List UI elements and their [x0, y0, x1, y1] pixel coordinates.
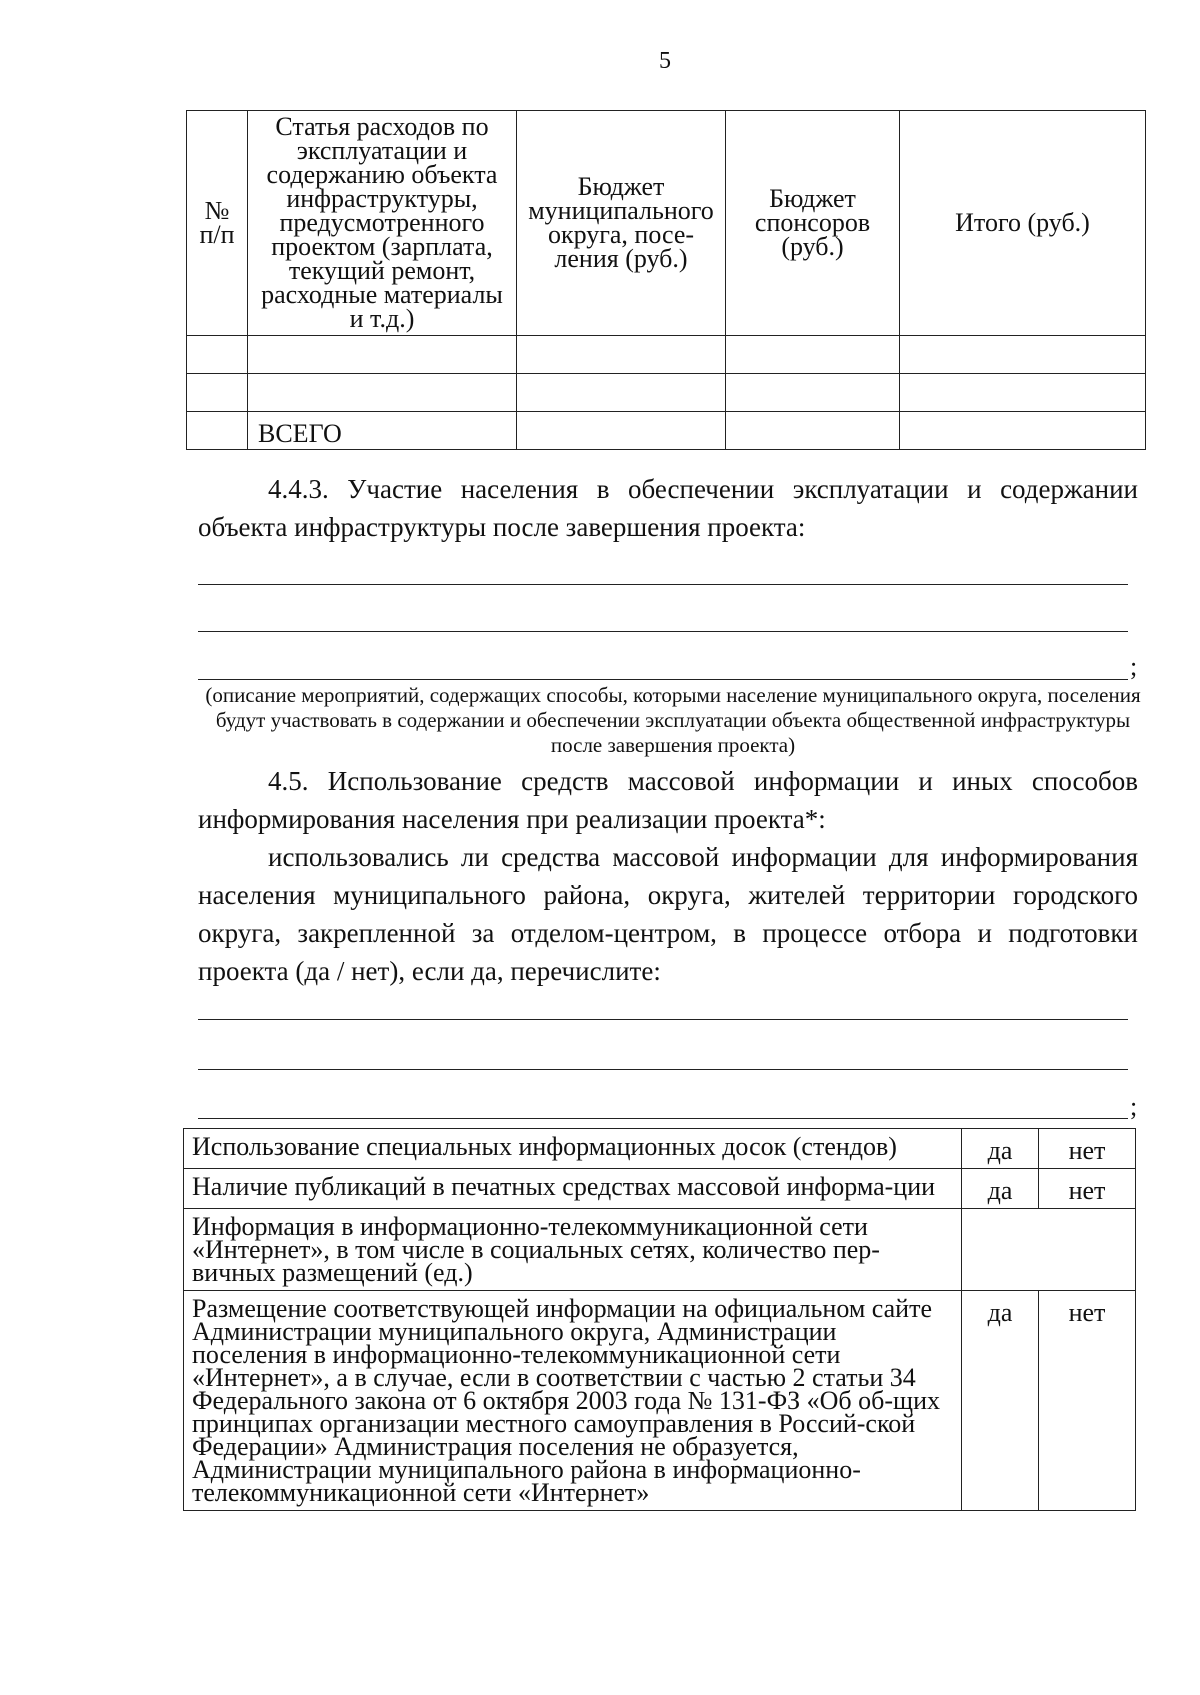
row-label: Наличие публикаций в печатных средствах массовой информа-ции — [184, 1169, 962, 1209]
no-option[interactable]: нет — [1039, 1129, 1136, 1169]
table-cell[interactable] — [726, 336, 900, 374]
table-cell — [187, 412, 248, 450]
row-label: Размещение соответствующей информации на официальном сайте Администрации муниципального округа, Администрации поселения в информационно-телекоммуникационной сети «Интернет», а в случае, если в соответствии с частью 2 статьи 34 Федерального закона от 6 октября 2003 года № 131-ФЗ «Об об-щих принципах организации местного самоуправления в Россий-ской Федерации» Администрация поселения не образуется, Администрации муниципального района в информационно-телекоммуникационной сети «Интернет» — [184, 1291, 962, 1511]
fill-line[interactable] — [198, 679, 1128, 680]
table-cell[interactable] — [900, 412, 1146, 450]
fill-line[interactable] — [198, 1019, 1128, 1020]
no-option[interactable]: нет — [1039, 1169, 1136, 1209]
costs-table — [186, 110, 1146, 450]
table-cell[interactable] — [900, 336, 1146, 374]
page-number: 5 — [659, 48, 671, 74]
info-table — [183, 1128, 1136, 1511]
header-sponsor-budget: Бюджет спонсоров (руб.) — [726, 111, 900, 336]
section-4-5-question-text: использовались ли средства массовой информации для информирования населения муниципального района, округа, жителей территории городского округа, закрепленной за отделом-центром, в процессе отбора и подготовки проекта (да / нет), если да, перечислите: — [198, 842, 1138, 986]
table-row — [184, 1209, 1136, 1291]
fill-line[interactable] — [198, 631, 1128, 632]
table-cell[interactable] — [900, 374, 1146, 412]
header-expense-item: Статья расходов по эксплуатации и содержанию объекта инфраструктуры, предусмотренного проектом (зарплата, текущий ремонт, расходные материалы и т.д.) — [248, 111, 517, 336]
no-option[interactable]: нет — [1039, 1291, 1136, 1511]
fill-line[interactable] — [198, 1069, 1128, 1070]
yes-option[interactable]: да — [962, 1129, 1039, 1169]
fill-line[interactable] — [198, 584, 1128, 585]
table-row — [187, 374, 1146, 412]
row-label: Использование специальных информационных досок (стендов) — [184, 1129, 962, 1169]
table-row — [184, 1291, 1136, 1511]
header-total: Итого (руб.) — [900, 111, 1146, 336]
section-4-4-3 — [198, 470, 1138, 546]
yes-option[interactable]: да — [962, 1291, 1039, 1511]
section-4-5 — [198, 762, 1138, 838]
table-row — [184, 1169, 1136, 1209]
table-cell[interactable] — [517, 412, 726, 450]
costs-table-header-row — [187, 111, 1146, 336]
row-label: Информация в информационно-телекоммуникационной сети «Интернет», в том числе в социальных сетях, количество пер-вичных размещений (ед.) — [184, 1209, 962, 1291]
table-cell[interactable] — [517, 336, 726, 374]
header-number: № п/п — [187, 111, 248, 336]
total-label: ВСЕГО — [248, 412, 517, 450]
table-cell[interactable] — [248, 374, 517, 412]
section-4-5-question — [198, 838, 1138, 990]
table-cell[interactable] — [726, 374, 900, 412]
count-field[interactable] — [962, 1209, 1136, 1291]
total-row — [187, 412, 1146, 450]
table-cell[interactable] — [187, 336, 248, 374]
yes-option[interactable]: да — [962, 1169, 1039, 1209]
section-4-5-text: 4.5. Использование средств массовой информации и иных способов информирования населения при реализации проекта*: — [198, 766, 1138, 834]
table-row — [187, 336, 1146, 374]
table-cell[interactable] — [517, 374, 726, 412]
table-row — [184, 1129, 1136, 1169]
header-municipal-budget: Бюджет муниципального округа, посе-ления (руб.) — [517, 111, 726, 336]
semicolon: ; — [1130, 652, 1138, 681]
section-4-4-3-text: 4.4.3. Участие населения в обеспечении эксплуатации и содержании объекта инфраструктуры после завершения проекта: — [198, 474, 1138, 542]
table-cell[interactable] — [248, 336, 517, 374]
fill-line[interactable] — [198, 1118, 1128, 1119]
section-4-4-3-caption: (описание мероприятий, содержащих способы, которыми население муниципального округа, поселения будут участвовать в содержании и обеспечении эксплуатации объекта общественной инфраструктуры после завершения проекта) — [205, 683, 1141, 757]
semicolon: ; — [1130, 1092, 1138, 1121]
table-cell[interactable] — [726, 412, 900, 450]
table-cell[interactable] — [187, 374, 248, 412]
